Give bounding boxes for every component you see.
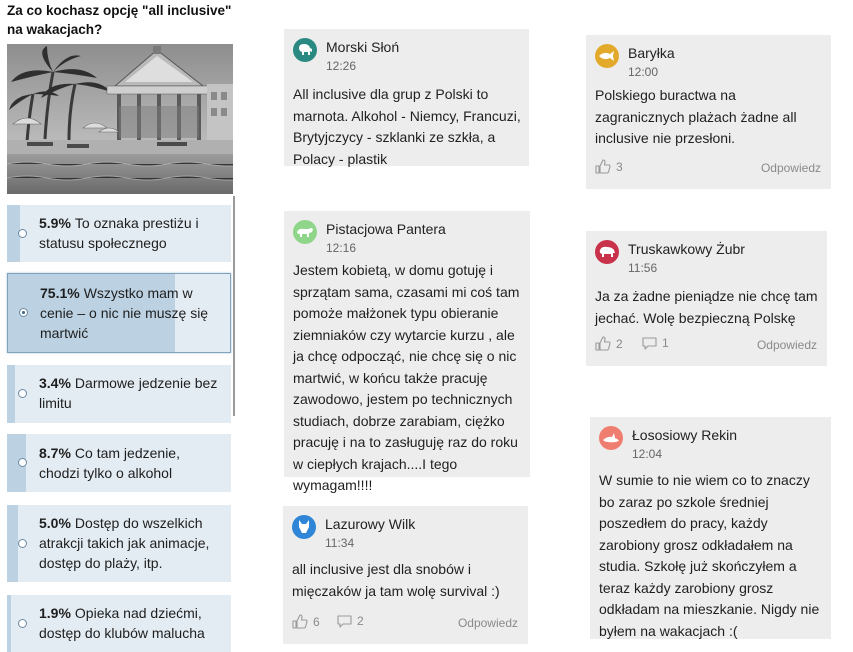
avatar <box>599 426 623 450</box>
poll-option[interactable] <box>7 505 231 582</box>
like-button[interactable] <box>595 336 623 351</box>
thumbs-up-icon <box>595 159 611 174</box>
comment-text: Jestem kobietą, w domu gotuję i sprzątam sama, czasami mi coś tam pomoże małżonek typu obieranie ziemniaków czy wytarcie kurzu , ale ja chcę odpocząć, nie chcę się o nic martwić, w końcu także pracuję zawodowo, jestem po technicznych studiach, dobrze zarabiam, ciężko pracuję i na to zasługuję raz do roku w ciepłych krajach....I tego wymagam!!!! <box>293 262 520 493</box>
comment-author[interactable]: Pistacjowa Pantera <box>326 221 446 237</box>
comment-author[interactable]: Łososiowy Rekin <box>632 427 738 443</box>
like-count: 2 <box>616 336 623 351</box>
poll-option-label: Darmowe jedzenie bez limitu <box>39 375 218 411</box>
comment-actions <box>595 336 817 354</box>
thumbs-up-icon <box>595 336 611 351</box>
reply-link[interactable]: Odpowiedz <box>457 616 518 630</box>
poll-option[interactable] <box>7 434 231 492</box>
poll-option-percent: 5.0% <box>39 515 71 531</box>
replies-button[interactable] <box>337 614 364 628</box>
poll-option-percent: 5.9% <box>39 215 71 231</box>
poll-option-percent: 3.4% <box>39 375 71 391</box>
reply-count: 1 <box>662 336 669 350</box>
poll-image <box>7 44 233 194</box>
comment-text: All inclusive dla grup z Polski to marnota. Alkohol - Niemcy, Francuzi, Brytyjczycy - szklanki ze szkła, a Polacy - plastik <box>293 86 521 167</box>
comment-card <box>284 211 530 493</box>
bison-icon <box>598 246 616 258</box>
speech-bubble-icon <box>337 615 352 628</box>
poll-option-percent: 8.7% <box>39 445 71 461</box>
comment-author[interactable]: Truskawkowy Żubr <box>628 241 745 257</box>
poll-scrollbar[interactable] <box>233 196 235 416</box>
poll-option-label: Opieka nad dziećmi, dostęp do klubów malucha <box>39 605 205 641</box>
poll-option-fill <box>7 595 11 652</box>
poll-option[interactable] <box>7 595 231 652</box>
comment-card <box>586 35 831 189</box>
comment-card <box>586 231 827 366</box>
poll-question: Za co kochasz opcję "all inclusive" na wakacjach? <box>7 3 232 37</box>
radio-icon[interactable] <box>18 389 27 398</box>
poll-option-label: Co tam jedzenie, chodzi tylko o alkohol <box>39 445 180 481</box>
comment-actions <box>292 614 518 632</box>
radio-icon[interactable] <box>18 539 27 548</box>
poll-option[interactable] <box>7 365 231 423</box>
avatar <box>293 38 317 62</box>
reply-link[interactable]: Odpowiedz <box>756 338 817 352</box>
like-count: 3 <box>616 159 623 174</box>
comment-author[interactable]: Lazurowy Wilk <box>325 516 416 532</box>
comment-time: 11:34 <box>325 536 355 550</box>
speech-bubble-icon <box>642 337 657 350</box>
comment-author[interactable]: Morski Słoń <box>326 39 400 55</box>
radio-icon[interactable] <box>18 458 27 467</box>
shark-icon <box>602 432 620 444</box>
comment-time: 12:26 <box>326 59 357 73</box>
comment-author[interactable]: Baryłka <box>628 45 675 61</box>
avatar <box>292 515 316 539</box>
avatar <box>595 240 619 264</box>
fish-icon <box>598 51 616 61</box>
wolf-icon <box>297 519 311 535</box>
comment-card <box>590 417 831 639</box>
reply-count: 2 <box>357 614 364 628</box>
avatar <box>595 44 619 68</box>
comment-time: 12:00 <box>628 65 659 79</box>
comment-time: 11:56 <box>628 261 658 275</box>
comment-actions <box>595 159 821 177</box>
elephant-icon <box>297 43 313 57</box>
poll-option[interactable] <box>7 205 231 262</box>
like-button[interactable] <box>292 614 320 629</box>
avatar <box>293 220 317 244</box>
comment-card <box>284 29 529 166</box>
comment-card <box>283 506 528 644</box>
comment-time: 12:04 <box>632 447 663 461</box>
comment-text: W sumie to nie wiem co to znaczy bo zaraz po szkole średniej poszedłem do pracy, każdy zarobiony grosz odkładałem na studia. Szkołę już skończyłem a teraz każdy zarobiony grosz odkładam na mieszkanie. Nigdy nie byłem na wakacjach :( <box>599 472 820 639</box>
poll-option-label: Wszystko mam w cenie – o nic nie muszę się martwić <box>40 285 209 341</box>
comment-time: 12:16 <box>326 241 357 255</box>
radio-icon[interactable] <box>18 619 27 628</box>
poll-option-label: Dostęp do wszelkich atrakcji takich jak animacje, dostęp do plaży, itp. <box>39 515 210 571</box>
radio-icon[interactable] <box>18 229 27 238</box>
radio-icon[interactable] <box>19 308 28 317</box>
replies-button[interactable] <box>642 336 669 350</box>
poll-option-label: To oznaka prestiżu i statusu społecznego <box>39 215 199 251</box>
like-count: 6 <box>313 614 320 629</box>
reply-link[interactable]: Odpowiedz <box>760 161 821 175</box>
comment-text: Polskiego buractwa na zagranicznych plażach żadne all inclusive nie przesłoni. <box>595 87 797 146</box>
panther-icon <box>296 226 314 238</box>
thumbs-up-icon <box>292 614 308 629</box>
poll-option-fill <box>7 505 18 582</box>
poll-option-percent: 1.9% <box>39 605 71 621</box>
poll-option-fill <box>7 365 15 423</box>
like-button[interactable] <box>595 159 623 174</box>
comment-text: all inclusive jest dla snobów i mięczaków ja tam wolę survival :) <box>292 561 500 599</box>
comment-text: Ja za żadne pieniądze nie chcę tam jechać. Wolę bezpieczną Polskę <box>595 288 818 326</box>
poll-option[interactable] <box>7 273 231 353</box>
poll-option-percent: 75.1% <box>40 285 80 301</box>
